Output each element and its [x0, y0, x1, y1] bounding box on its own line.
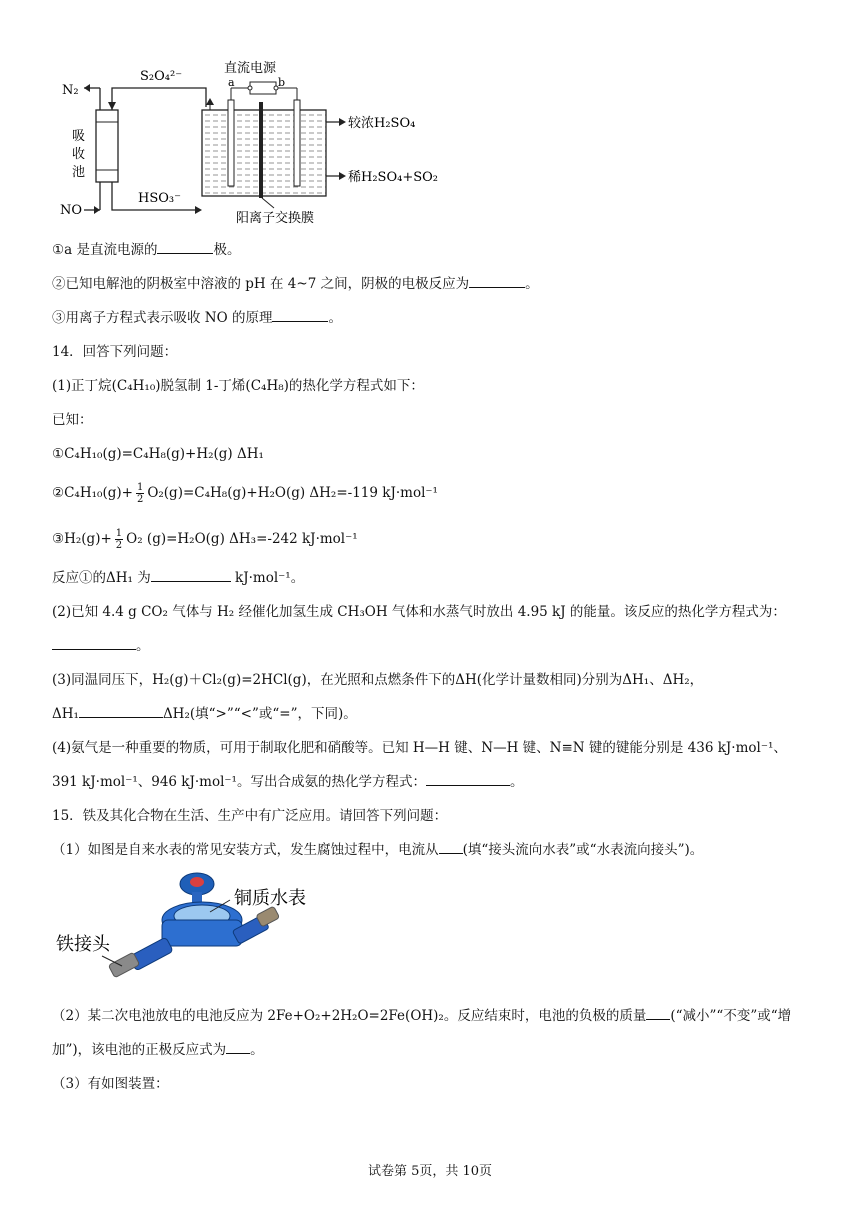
answer-blank[interactable]	[226, 1040, 250, 1054]
q13-item1-end: 极。	[213, 242, 241, 258]
electrolysis-diagram	[52, 52, 452, 227]
q15-p2-text: （2）某二次电池放电的电池反应为 2Fe+O₂+2H₂O=2Fe(OH)₂。反应结束时，电池的负极的质量	[52, 1008, 647, 1024]
q14-p4-end: 。	[509, 774, 524, 790]
page-footer: 试卷第 5页，共 10页	[367, 1164, 493, 1179]
q13-item2-end: 。	[525, 276, 539, 292]
q13-item3-end: 。	[328, 310, 342, 326]
svg-text:池: 池	[72, 165, 86, 180]
meter-label: 铜质水表	[234, 888, 306, 909]
frac-numerator: 1	[136, 482, 144, 493]
outlet-top-label: 较浓H₂SO₄	[348, 116, 416, 131]
q14-p2-end: 。	[136, 638, 150, 654]
q14-eq1: ①C₄H₁₀(g)=C₄H₈(g)+H₂(g) ΔH₁	[52, 446, 264, 462]
svg-text:收: 收	[72, 147, 86, 162]
q14-part3-b	[52, 704, 357, 724]
eq3-right: O₂ (g)=H₂O(g) ΔH₃=-242 kJ·mol⁻¹	[126, 531, 358, 547]
q14-p3-dh1: ΔH₁	[52, 706, 79, 722]
eq3-left: ③H₂(g)+	[52, 531, 112, 547]
answer-blank[interactable]	[157, 240, 213, 254]
n2-label: N₂	[62, 83, 79, 98]
answer-blank[interactable]	[426, 772, 510, 786]
q14-p4-text: 391 kJ·mol⁻¹、946 kJ·mol⁻¹。写出合成氨的热化学方程式：	[52, 774, 426, 790]
electrolysis-cell	[202, 110, 326, 196]
outlet-bottom-label: 稀H₂SO₄+SO₂	[348, 170, 438, 185]
frac-denominator: 2	[136, 494, 144, 505]
terminal-b: b	[278, 76, 286, 89]
q13-item1-text: ①a 是直流电源的	[52, 242, 158, 258]
fraction-half	[115, 528, 123, 551]
power-supply-box	[250, 82, 276, 94]
electrode-right	[294, 100, 300, 186]
answer-blank[interactable]	[79, 704, 163, 718]
answer-blank[interactable]	[439, 840, 463, 854]
eq2-left: ②C₄H₁₀(g)+	[52, 485, 133, 501]
q14-part4-b	[52, 772, 523, 792]
q14-part4-a: (4)氨气是一种重要的物质，可用于制取化肥和硝酸等。已知 H—H 键、N—H 键、N≡N 键的键能分别是 436 kJ·mol⁻¹、	[52, 740, 787, 756]
q14-eq2	[52, 482, 438, 505]
power-supply-label: 直流电源	[224, 61, 277, 76]
q14-part1-intro: (1)正丁烷(C₄H₁₀)脱氢制 1-丁烯(C₄H₈)的热化学方程式如下：	[52, 378, 424, 394]
q15-p2b-end: 。	[250, 1042, 264, 1058]
cation-exchange-membrane	[259, 102, 263, 198]
q13-item3	[52, 308, 342, 328]
frac-numerator: 1	[115, 528, 123, 539]
q15-part3: （3）有如图装置：	[52, 1076, 169, 1092]
eq2-right: O₂(g)=C₄H₈(g)+H₂O(g) ΔH₂=-119 kJ·mol⁻¹	[147, 485, 438, 501]
q13-item2	[52, 274, 539, 294]
no-label: NO	[60, 203, 83, 218]
q15-part2-a	[52, 1006, 791, 1026]
terminal-a: a	[228, 76, 235, 89]
water-meter-figure	[52, 870, 322, 985]
absorber-tank	[96, 110, 118, 182]
q15-p1-text: （1）如图是自来水表的常见安装方式，发生腐蚀过程中，电流从	[52, 842, 439, 858]
q15-p2-hint: (“减小”“不变”或“增	[670, 1008, 792, 1024]
q15-part1	[52, 840, 703, 860]
q14-eq3	[52, 528, 358, 551]
q13-item1	[52, 240, 240, 260]
frac-denominator: 2	[115, 540, 123, 551]
electrode-left	[228, 100, 234, 186]
q14-p1-text: 反应①的ΔH₁ 为	[52, 570, 151, 586]
q13-item2-text: ②已知电解池的阴极室中溶液的 pH 在 4~7 之间，阴极的电极反应为	[52, 276, 470, 292]
q14-part1-question	[52, 568, 304, 588]
q14-known: 已知：	[52, 412, 93, 428]
q14-part2: (2)已知 4.4 g CO₂ 气体与 H₂ 经催化加氢生成 CH₃OH 气体和水蒸气时放出 4.95 kJ 的能量。该反应的热化学方程式为：	[52, 604, 786, 620]
q13-item3-text: ③用离子方程式表示吸收 NO 的原理	[52, 310, 273, 326]
answer-blank[interactable]	[469, 274, 525, 288]
s2o4-label: S₂O₄²⁻	[140, 69, 183, 84]
q14-part3-a: (3)同温同压下，H₂(g)＋Cl₂(g)=2HCl(g)，在光照和点燃条件下的ΔH(化学计量数相同)分别为ΔH₁、ΔH₂，	[52, 672, 704, 688]
hso3-label: HSO₃⁻	[138, 191, 181, 206]
absorber-label	[72, 129, 85, 180]
answer-blank[interactable]	[52, 636, 136, 650]
q15-p1-hint: (填“接头流向水表”或“水表流向接头”)。	[462, 842, 704, 858]
answer-blank[interactable]	[272, 308, 328, 322]
q14-part2-answer	[52, 636, 150, 656]
answer-blank[interactable]	[151, 568, 231, 582]
q15-part2-b	[52, 1040, 264, 1060]
q15-heading: 15．铁及其化合物在生活、生产中有广泛应用。请回答下列问题：	[52, 808, 448, 824]
joint-label: 铁接头	[56, 934, 110, 955]
fraction-half	[136, 482, 144, 505]
q14-heading: 14．回答下列问题：	[52, 344, 178, 360]
answer-blank[interactable]	[646, 1006, 670, 1020]
svg-text:吸: 吸	[72, 129, 86, 144]
membrane-label: 阳离子交换膜	[236, 211, 315, 226]
q14-p3-dh2: ΔH₂(填“>”“<”或“=”，下同)。	[162, 706, 357, 722]
q14-p1-unit: kJ·mol⁻¹。	[230, 570, 305, 586]
q15-p2b-text: 加”)，该电池的正极反应式为	[52, 1042, 227, 1058]
